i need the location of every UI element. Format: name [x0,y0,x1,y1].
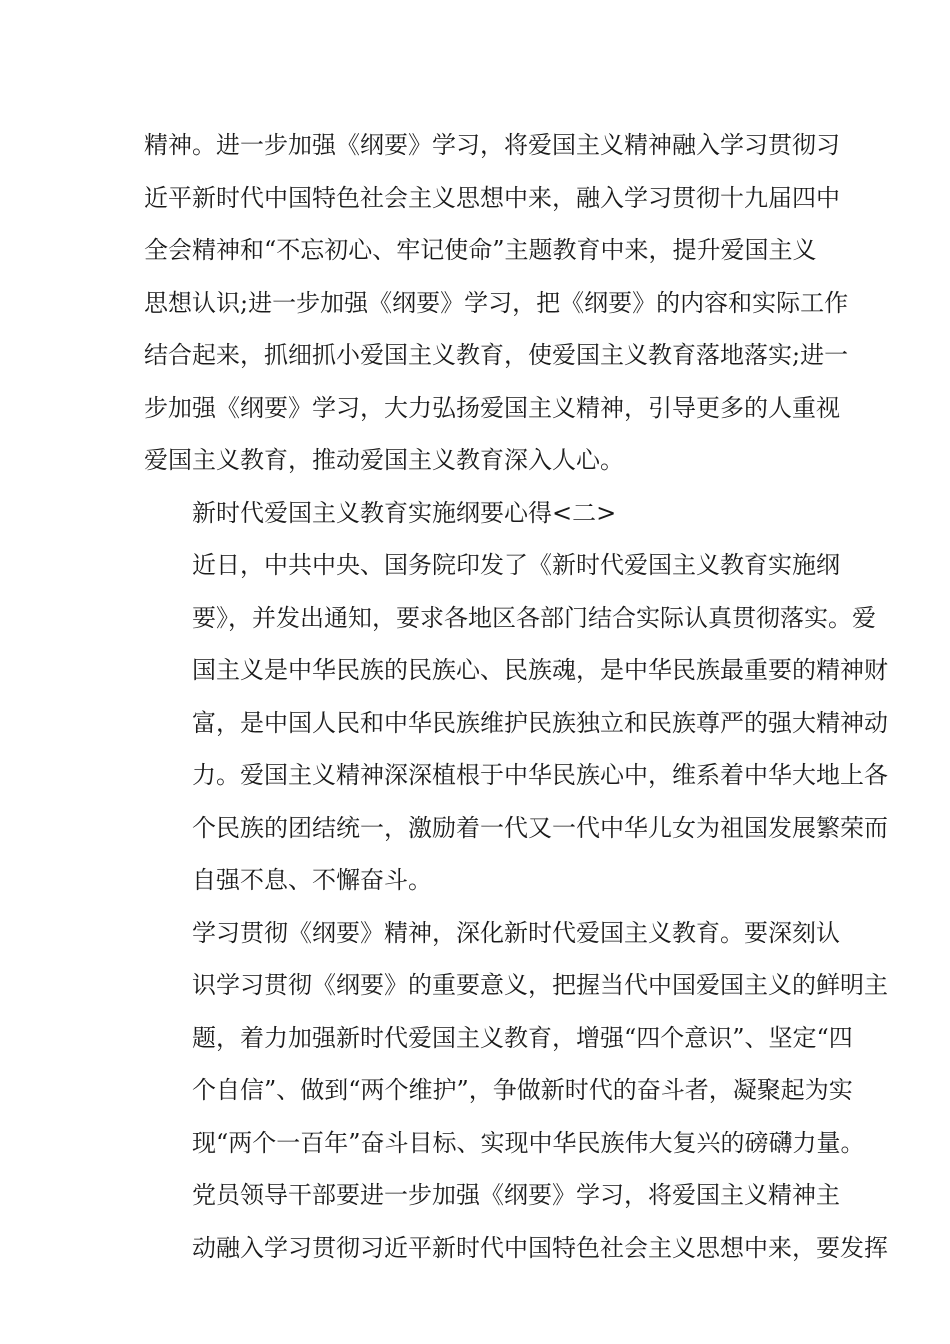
text-line: 个民族的团结统一，激励着一代又一代中华儿女为祖国发展繁荣而 [192,813,888,842]
document-paragraph [144,539,888,907]
document-paragraph [144,119,849,487]
text-line: 全会精神和“不忘初心、牢记使命”主题教育中来，提升爱国主义 [144,236,817,264]
text-line: 近日，中共中央、国务院印发了《新时代爱国主义教育实施纲 [192,551,840,579]
text-line: 步加强《纲要》学习，大力弘扬爱国主义精神，引导更多的人重视 [144,393,840,422]
text-line: 爱国主义教育，推动爱国主义教育深入人心。 [144,446,624,474]
text-line: 题，着力加强新时代爱国主义教育，增强“四个意识”、坚定“四 [192,1023,853,1052]
text-line: 自强不息、不懈奋斗。 [192,866,432,894]
document-paragraph [144,907,888,1170]
text-line: 思想认识;进一步加强《纲要》学习，把《纲要》的内容和实际工作 [144,288,849,317]
text-line: 近平新时代中国特色社会主义思想中来，融入学习贯彻十九届四中 [144,183,840,212]
text-line: 现“两个一百年”奋斗目标、实现中华民族伟大复兴的磅礴力量。 [192,1128,865,1157]
text-line: 力。爱国主义精神深深植根于中华民族心中，维系着中华大地上各 [192,761,888,789]
document-body [144,119,888,1274]
text-line: 党员领导干部要进一步加强《纲要》学习，将爱国主义精神主 [192,1181,840,1209]
text-line: 国主义是中华民族的民族心、民族魂，是中华民族最重要的精神财 [192,656,888,684]
text-line: 动融入学习贯彻习近平新时代中国特色社会主义思想中来，要发挥 [192,1233,888,1262]
text-line: 新时代爱国主义教育实施纲要心得<二> [192,498,617,527]
text-line: 要》，并发出通知，要求各地区各部门结合实际认真贯彻落实。爱 [192,603,876,632]
text-line: 富，是中国人民和中华民族维护民族独立和民族尊严的强大精神动 [192,708,888,737]
text-line: 识学习贯彻《纲要》的重要意义，把握当代中国爱国主义的鲜明主 [192,971,888,999]
text-line: 个自信”、做到“两个维护”，争做新时代的奋斗者，凝聚起为实 [192,1076,853,1104]
text-line: 学习贯彻《纲要》精神，深化新时代爱国主义教育。要深刻认 [192,918,840,947]
document-paragraph [144,1169,888,1274]
document-paragraph [144,487,810,540]
text-line: 精神。进一步加强《纲要》学习，将爱国主义精神融入学习贯彻习 [144,131,840,159]
text-line: 结合起来，抓细抓小爱国主义教育，使爱国主义教育落地落实;进一 [144,341,849,369]
